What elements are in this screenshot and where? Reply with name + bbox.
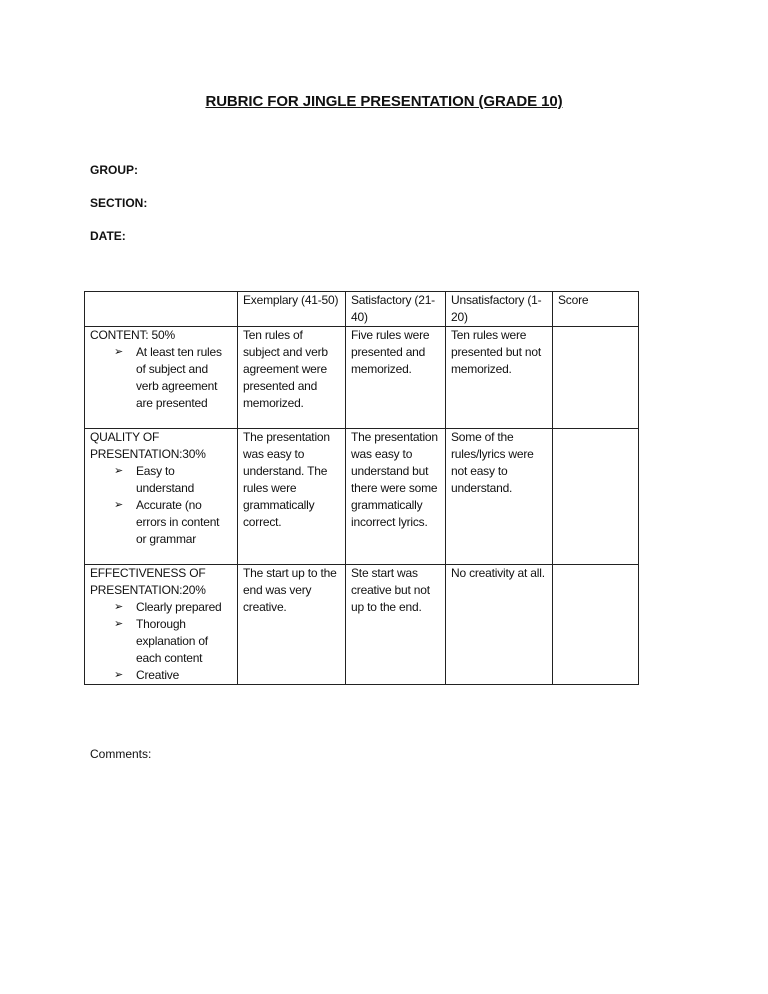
rubric-row-content xyxy=(85,327,639,429)
rubric-row-effectiveness xyxy=(85,565,639,685)
satisfactory-cell: The presentation was easy to understand but there were some grammatically incorrect lyrics. xyxy=(346,429,446,565)
criterion-item: ➢ Easy to understand xyxy=(114,464,195,495)
satisfactory-cell: Ste start was creative but not up to the end. xyxy=(346,565,446,685)
unsatisfactory-cell: No creativity at all. xyxy=(446,565,553,685)
criterion-cell xyxy=(85,327,238,429)
score-cell xyxy=(553,429,639,565)
criterion-cell xyxy=(85,429,238,565)
exemplary-cell: The presentation was easy to understand. The rules were grammatically correct. xyxy=(238,429,346,565)
document-title: RUBRIC FOR JINGLE PRESENTATION (GRADE 10) xyxy=(205,93,563,110)
criterion-title: CONTENT: 50% xyxy=(90,328,175,342)
satisfactory-cell: Five rules were presented and memorized. xyxy=(346,327,446,429)
criterion-items xyxy=(90,599,232,684)
criterion-item: ➢ At least ten rules of subject and verb agreement are presented xyxy=(114,345,222,410)
arrow-bullet-icon: ➢ xyxy=(114,346,124,358)
score-cell xyxy=(553,327,639,429)
criterion-item: ➢ Clearly prepared xyxy=(114,600,222,614)
criterion-items xyxy=(90,463,232,548)
rubric-row-quality xyxy=(85,429,639,565)
arrow-bullet-icon: ➢ xyxy=(114,618,124,630)
criterion-items xyxy=(90,344,232,412)
header-unsatisfactory-cell: Unsatisfactory (1-20) xyxy=(446,292,553,327)
header-exemplary-cell: Exemplary (41-50) xyxy=(238,292,346,327)
header-satisfactory-cell: Satisfactory (21-40) xyxy=(346,292,446,327)
arrow-bullet-icon: ➢ xyxy=(114,601,124,613)
unsatisfactory-cell: Ten rules were presented but not memorized. xyxy=(446,327,553,429)
exemplary-cell: Ten rules of subject and verb agreement were presented and memorized. xyxy=(238,327,346,429)
score-cell xyxy=(553,565,639,685)
criterion-item: ➢ Creative xyxy=(114,668,180,682)
date-label: DATE: xyxy=(90,229,126,243)
section-label: SECTION: xyxy=(90,196,148,210)
group-label: GROUP: xyxy=(90,163,138,177)
criterion-title: QUALITY OF PRESENTATION:30% xyxy=(90,430,206,461)
comments-label: Comments: xyxy=(90,747,152,761)
exemplary-cell: The start up to the end was very creative. xyxy=(238,565,346,685)
arrow-bullet-icon: ➢ xyxy=(114,465,124,477)
header-criteria-cell xyxy=(85,292,238,327)
criterion-title: EFFECTIVENESS OF PRESENTATION:20% xyxy=(90,566,206,597)
criterion-cell xyxy=(85,565,238,685)
unsatisfactory-cell: Some of the rules/lyrics were not easy to understand. xyxy=(446,429,553,565)
rubric-header-row xyxy=(85,292,639,327)
arrow-bullet-icon: ➢ xyxy=(114,669,124,681)
arrow-bullet-icon: ➢ xyxy=(114,499,124,511)
criterion-item: ➢ Thorough explanation of each content xyxy=(114,617,208,665)
rubric-table xyxy=(84,291,639,685)
header-score-cell: Score xyxy=(553,292,639,327)
criterion-item: ➢ Accurate (no errors in content or grammar xyxy=(114,498,220,546)
